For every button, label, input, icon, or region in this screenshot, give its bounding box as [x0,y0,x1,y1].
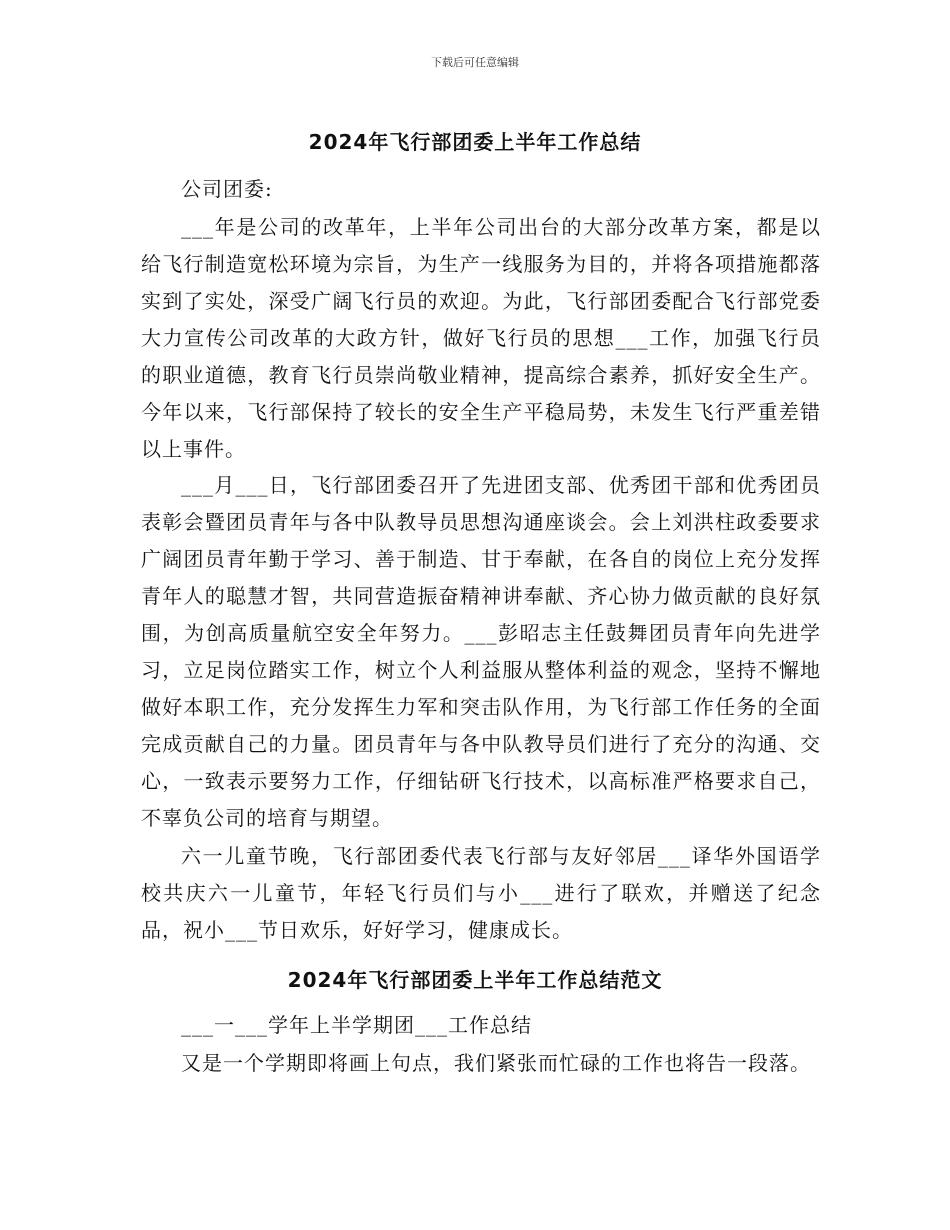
subheading: ___一___学年上半学期团___工作总结 [181,1013,532,1037]
salutation: 公司团委: [181,177,273,201]
paragraph: ___月___日，飞行部团委召开了先进团支部、优秀团干部和优秀团员表彰会暨团员青年与各中队教导员思想沟通座谈会。会上刘洪柱政委要求广阔团员青年勤于学习、善于制造、甘于奉献，在各自的岗位上充分发挥青年人的聪慧才智，共同营造振奋精神讲奉献、齐心协力做贡献的良好氛围，为创高质量航空安全年努力。___彭昭志主任鼓舞团员青年向先进学习，立足岗位踏实工作，树立个人利益服从整体利益的观念，坚持不懈地做好本职工作，充分发挥生力军和突击队作用，为飞行部工作任务的全面完成贡献自己的力量。团员青年与各中队教导员们进行了充分的沟通、交心，一致表示要努力工作，仔细钻研飞行技术，以高标准严格要求自己，不辜负公司的培育与期望。 [141,473,821,830]
paragraph: 六一儿童节晚，飞行部团委代表飞行部与友好邻居___译华外国语学校共庆六一儿童节，年轻飞行员们与小___进行了联欢，并赠送了纪念品，祝小___节日欢乐，好好学习，健康成长。 [141,844,821,942]
document-title: 2024年飞行部团委上半年工作总结 [308,130,642,154]
paragraph: ___年是公司的改革年，上半年公司出台的大部分改革方案，都是以给飞行制造宽松环境为宗旨，为生产一线服务为目的，并将各项措施都落实到了实处，深受广阔飞行员的欢迎。为此，飞行部团委配合飞行部党委大力宣传公司改革的大政方针，做好飞行员的思想___工作，加强飞行员的职业道德，教育飞行员崇尚敬业精神，提高综合素养，抓好安全生产。今年以来，飞行部保持了较长的安全生产平稳局势，未发生飞行严重差错以上事件。 [141,215,821,461]
page-header-note: 下载后可任意编辑 [431,56,519,69]
section-title: 2024年飞行部团委上半年工作总结范文 [287,968,663,992]
paragraph: 又是一个学期即将画上句点，我们紧张而忙碌的工作也将告一段落。 [181,1051,811,1075]
